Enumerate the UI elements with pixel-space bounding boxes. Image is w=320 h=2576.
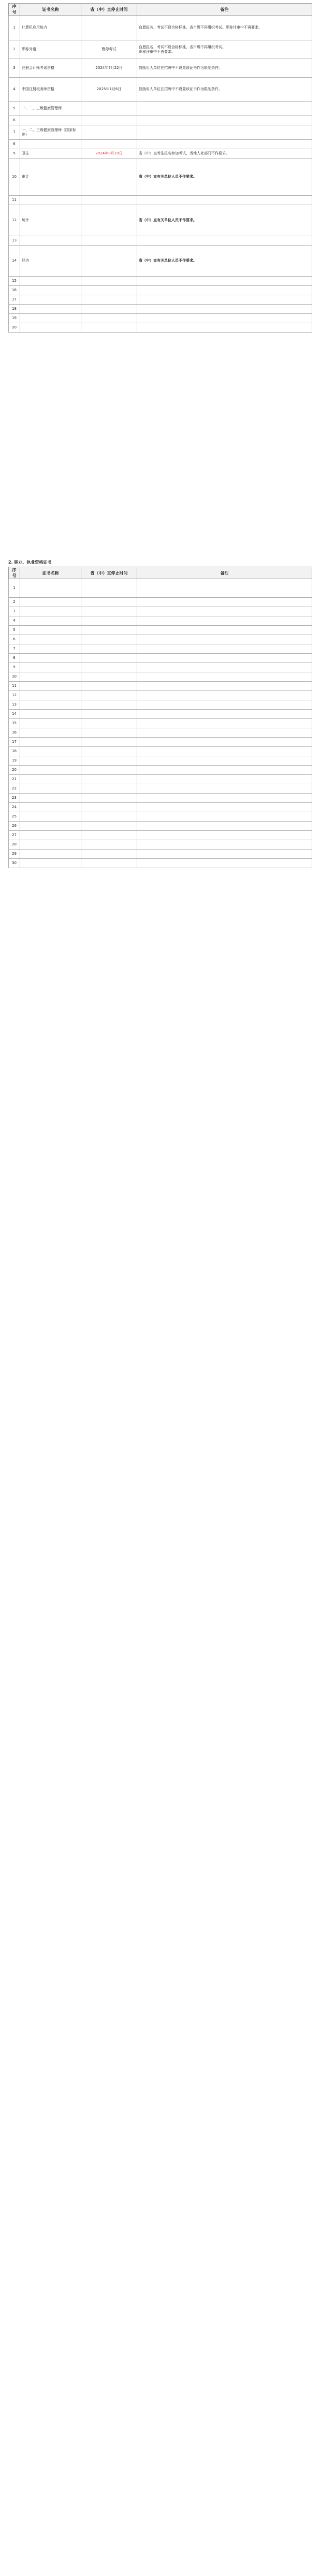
table-row <box>9 116 312 125</box>
remark <box>137 775 312 784</box>
stop-date <box>81 644 137 654</box>
table-row <box>9 598 312 607</box>
cert-name <box>20 700 81 710</box>
remark <box>137 40 312 59</box>
row-index: 10 <box>9 159 20 196</box>
table-row <box>9 831 312 840</box>
cert-name <box>20 840 81 850</box>
row-index: 15 <box>9 719 20 728</box>
cert-name <box>20 579 81 598</box>
cert-name <box>20 323 81 333</box>
row-index: 26 <box>9 822 20 831</box>
stop-date <box>81 626 137 635</box>
stop-date <box>81 295 137 305</box>
stop-date <box>81 747 137 756</box>
row-index: 11 <box>9 196 20 205</box>
table-row <box>9 59 312 78</box>
cert-name <box>20 607 81 616</box>
section-title-2: 2. 职业、执业资格证书 <box>8 560 52 565</box>
remark <box>137 663 312 672</box>
col-header-note: 备注 <box>137 567 312 579</box>
cert-name: 中国注册税务师资格 <box>20 78 81 102</box>
remark <box>137 205 312 236</box>
row-index: 8 <box>9 140 20 149</box>
table-row <box>9 794 312 803</box>
row-index: 14 <box>9 246 20 277</box>
remark <box>137 323 312 333</box>
remark <box>137 59 312 78</box>
stop-date <box>81 700 137 710</box>
cert-table-2 <box>8 567 312 868</box>
cert-name <box>20 794 81 803</box>
row-index: 3 <box>9 59 20 78</box>
stop-date <box>81 710 137 719</box>
table-row <box>9 607 312 616</box>
table-row <box>9 644 312 654</box>
row-index: 16 <box>9 286 20 295</box>
remark <box>137 700 312 710</box>
row-index: 2 <box>9 40 20 59</box>
table-row <box>9 654 312 663</box>
table-row <box>9 728 312 738</box>
table-row <box>9 822 312 831</box>
row-index: 2 <box>9 598 20 607</box>
cert-table-1 <box>8 3 312 333</box>
cert-name <box>20 635 81 644</box>
row-index: 30 <box>9 859 20 868</box>
row-index: 12 <box>9 205 20 236</box>
row-index: 7 <box>9 644 20 654</box>
row-index: 13 <box>9 236 20 246</box>
stop-date <box>81 812 137 822</box>
table-row <box>9 159 312 196</box>
stop-date <box>81 102 137 116</box>
table-row <box>9 672 312 682</box>
col-header-index: 序号 <box>9 567 20 579</box>
table-row <box>9 700 312 710</box>
stop-date <box>81 116 137 125</box>
stop-date <box>81 607 137 616</box>
row-index: 20 <box>9 766 20 775</box>
row-index: 23 <box>9 794 20 803</box>
remark <box>137 719 312 728</box>
table-row <box>9 286 312 295</box>
remark <box>137 850 312 859</box>
table-row <box>9 850 312 859</box>
remark-line: 职称评审中不再要求。 <box>139 49 175 54</box>
table-row <box>9 102 312 116</box>
table-row <box>9 775 312 784</box>
remark <box>137 16 312 40</box>
stop-date: 2025年1月6日 <box>81 78 137 102</box>
row-index: 19 <box>9 756 20 766</box>
cert-name <box>20 305 81 314</box>
row-index: 8 <box>9 654 20 663</box>
stop-date <box>81 756 137 766</box>
row-index: 18 <box>9 305 20 314</box>
col-header-name: 证书名称 <box>20 4 81 16</box>
stop-date <box>81 286 137 295</box>
stop-date <box>81 822 137 831</box>
table-row <box>9 236 312 246</box>
table-row <box>9 840 312 850</box>
remark <box>137 831 312 840</box>
row-index: 17 <box>9 295 20 305</box>
cert-name <box>20 196 81 205</box>
table-row <box>9 719 312 728</box>
cert-name <box>20 738 81 747</box>
col-header-date: 省（中）直停止时间 <box>81 567 137 579</box>
row-index: 15 <box>9 277 20 286</box>
remark <box>137 654 312 663</box>
remark <box>137 607 312 616</box>
remark <box>137 644 312 654</box>
cert-name <box>20 314 81 323</box>
table-row <box>9 635 312 644</box>
row-index: 16 <box>9 728 20 738</box>
cert-name <box>20 831 81 840</box>
col-header-date: 省（中）直停止时间 <box>81 4 137 16</box>
remark <box>137 579 312 598</box>
stop-date <box>81 794 137 803</box>
cert-name: 卫生 <box>20 149 81 159</box>
table-row <box>9 682 312 691</box>
remark <box>137 314 312 323</box>
remark <box>137 756 312 766</box>
cert-name <box>20 822 81 831</box>
stop-date <box>81 831 137 840</box>
table-row <box>9 766 312 775</box>
col-header-index: 序号 <box>9 4 20 16</box>
col-header-name: 证书名称 <box>20 567 81 579</box>
remark-line: 省（中）直有关单位人员不作要求。 <box>139 175 197 179</box>
remark <box>137 116 312 125</box>
row-index: 19 <box>9 314 20 323</box>
remark <box>137 246 312 277</box>
remark <box>137 277 312 286</box>
row-index: 9 <box>9 663 20 672</box>
row-index: 9 <box>9 149 20 159</box>
remark <box>137 794 312 803</box>
stop-date <box>81 277 137 286</box>
stop-date <box>81 728 137 738</box>
table-row <box>9 205 312 236</box>
stop-date <box>81 246 137 277</box>
cert-name <box>20 756 81 766</box>
cert-name <box>20 682 81 691</box>
row-index: 7 <box>9 125 20 140</box>
cert-name: 注册会计师考试资格 <box>20 59 81 78</box>
remark <box>137 305 312 314</box>
row-index: 29 <box>9 850 20 859</box>
stop-date <box>81 775 137 784</box>
cert-name: 计算机应用能力 <box>20 16 81 40</box>
stop-date: 2024年8月19日 <box>81 149 137 159</box>
cert-name: 经济 <box>20 246 81 277</box>
stop-date: 2024年7月22日 <box>81 59 137 78</box>
remark <box>137 635 312 644</box>
remark <box>137 78 312 102</box>
table-header-row <box>9 567 312 579</box>
stop-date <box>81 236 137 246</box>
row-index: 24 <box>9 803 20 812</box>
table-row <box>9 149 312 159</box>
table-row <box>9 246 312 277</box>
stop-date <box>81 738 137 747</box>
remark <box>137 682 312 691</box>
cert-name: 审计 <box>20 159 81 196</box>
remark <box>137 859 312 868</box>
remark <box>137 626 312 635</box>
row-index: 20 <box>9 323 20 333</box>
row-index: 13 <box>9 700 20 710</box>
cert-name <box>20 616 81 626</box>
remark <box>137 140 312 149</box>
remark <box>137 691 312 700</box>
row-index: 14 <box>9 710 20 719</box>
cert-name: 一、二、三级健康管理师（国家标准） <box>20 125 81 140</box>
table-row <box>9 277 312 286</box>
stop-date <box>81 682 137 691</box>
stop-date <box>81 159 137 196</box>
remark <box>137 672 312 682</box>
cert-table-2-body <box>9 579 312 868</box>
stop-date <box>81 766 137 775</box>
row-index: 18 <box>9 747 20 756</box>
cert-name: 一、二、三级健康管理师 <box>20 102 81 116</box>
row-index: 4 <box>9 78 20 102</box>
stop-date <box>81 323 137 333</box>
table-row <box>9 196 312 205</box>
row-index: 22 <box>9 784 20 794</box>
cert-name <box>20 784 81 794</box>
table-header-row <box>9 4 312 16</box>
remark-line: 鼓励用人单位在招聘中不设置该证书作为限制条件。 <box>139 87 222 91</box>
table-row <box>9 140 312 149</box>
remark-line: 省（中）直有关单位人员不作要求。 <box>139 218 197 222</box>
remark <box>137 286 312 295</box>
stop-date <box>81 196 137 205</box>
cert-name <box>20 277 81 286</box>
remark-line: 省（中）直考生报名参加考试，当地人社部门不作要求。 <box>139 151 229 155</box>
cert-name <box>20 140 81 149</box>
remark <box>137 803 312 812</box>
cert-name <box>20 295 81 305</box>
table-row <box>9 78 312 102</box>
stop-date <box>81 840 137 850</box>
table-row <box>9 747 312 756</box>
cert-name <box>20 654 81 663</box>
table-row <box>9 295 312 305</box>
cert-name <box>20 286 81 295</box>
cert-table-1-body <box>9 16 312 333</box>
cert-name <box>20 775 81 784</box>
remark <box>137 159 312 196</box>
cert-name <box>20 859 81 868</box>
cert-name <box>20 747 81 756</box>
remark <box>137 102 312 116</box>
remark <box>137 196 312 205</box>
stop-date <box>81 140 137 149</box>
table-row <box>9 710 312 719</box>
cert-name <box>20 710 81 719</box>
table-row <box>9 626 312 635</box>
cert-name: 职称外语 <box>20 40 81 59</box>
row-index: 1 <box>9 16 20 40</box>
remark <box>137 747 312 756</box>
remark <box>137 822 312 831</box>
stop-date <box>81 691 137 700</box>
row-index: 21 <box>9 775 20 784</box>
stop-date <box>81 635 137 644</box>
stop-date <box>81 16 137 40</box>
row-index: 3 <box>9 607 20 616</box>
row-index: 12 <box>9 691 20 700</box>
row-index: 27 <box>9 831 20 840</box>
remark <box>137 738 312 747</box>
stop-date: 暂停考试 <box>81 40 137 59</box>
stop-date <box>81 859 137 868</box>
table-row <box>9 756 312 766</box>
remark <box>137 295 312 305</box>
stop-date <box>81 672 137 682</box>
cert-name: 统计 <box>20 205 81 236</box>
cert-name <box>20 812 81 822</box>
row-index: 6 <box>9 116 20 125</box>
remark <box>137 812 312 822</box>
table-row <box>9 691 312 700</box>
cert-name <box>20 691 81 700</box>
row-index: 28 <box>9 840 20 850</box>
cert-name <box>20 719 81 728</box>
remark <box>137 840 312 850</box>
table-row <box>9 812 312 822</box>
remark-line: 省（中）直有关单位人员不作要求。 <box>139 258 197 263</box>
table-row <box>9 323 312 333</box>
stop-date <box>81 663 137 672</box>
row-index: 4 <box>9 616 20 626</box>
table-row <box>9 738 312 747</box>
cert-name <box>20 766 81 775</box>
table-row <box>9 125 312 140</box>
remark <box>137 598 312 607</box>
cert-name <box>20 728 81 738</box>
cert-name <box>20 850 81 859</box>
table-row <box>9 663 312 672</box>
remark <box>137 710 312 719</box>
cert-name <box>20 803 81 812</box>
table-row <box>9 616 312 626</box>
col-header-note: 备注 <box>137 4 312 16</box>
cert-name <box>20 663 81 672</box>
table-row <box>9 40 312 59</box>
stop-date <box>81 654 137 663</box>
row-index: 5 <box>9 102 20 116</box>
row-index: 6 <box>9 635 20 644</box>
stop-date <box>81 850 137 859</box>
stop-date <box>81 305 137 314</box>
remark-line: 自愿报名，考试不设合格标准，省市级不再组织考试。职称评审中不再要求。 <box>139 25 262 30</box>
remark <box>137 125 312 140</box>
stop-date <box>81 314 137 323</box>
table-row <box>9 803 312 812</box>
row-index: 10 <box>9 672 20 682</box>
stop-date <box>81 616 137 626</box>
stop-date <box>81 784 137 794</box>
cert-name <box>20 116 81 125</box>
cert-name <box>20 644 81 654</box>
table-row <box>9 859 312 868</box>
row-index: 11 <box>9 682 20 691</box>
cert-name <box>20 672 81 682</box>
row-index: 5 <box>9 626 20 635</box>
stop-date <box>81 598 137 607</box>
remark <box>137 728 312 738</box>
remark <box>137 766 312 775</box>
cert-name <box>20 626 81 635</box>
cert-name <box>20 598 81 607</box>
table-row <box>9 579 312 598</box>
stop-date <box>81 125 137 140</box>
row-index: 17 <box>9 738 20 747</box>
remark-line: 鼓励用人单位在招聘中不设置该证书作为限制条件。 <box>139 66 222 70</box>
table-row <box>9 305 312 314</box>
table-row <box>9 16 312 40</box>
remark <box>137 149 312 159</box>
remark <box>137 236 312 246</box>
remark <box>137 616 312 626</box>
table-row <box>9 784 312 794</box>
table-row <box>9 314 312 323</box>
stop-date <box>81 803 137 812</box>
stop-date <box>81 579 137 598</box>
row-index: 25 <box>9 812 20 822</box>
cert-name <box>20 236 81 246</box>
remark-line: 自愿报名，考试不设合格标准，省市级不再组织考试。 <box>139 45 226 49</box>
stop-date <box>81 205 137 236</box>
row-index: 1 <box>9 579 20 598</box>
remark <box>137 784 312 794</box>
stop-date <box>81 719 137 728</box>
